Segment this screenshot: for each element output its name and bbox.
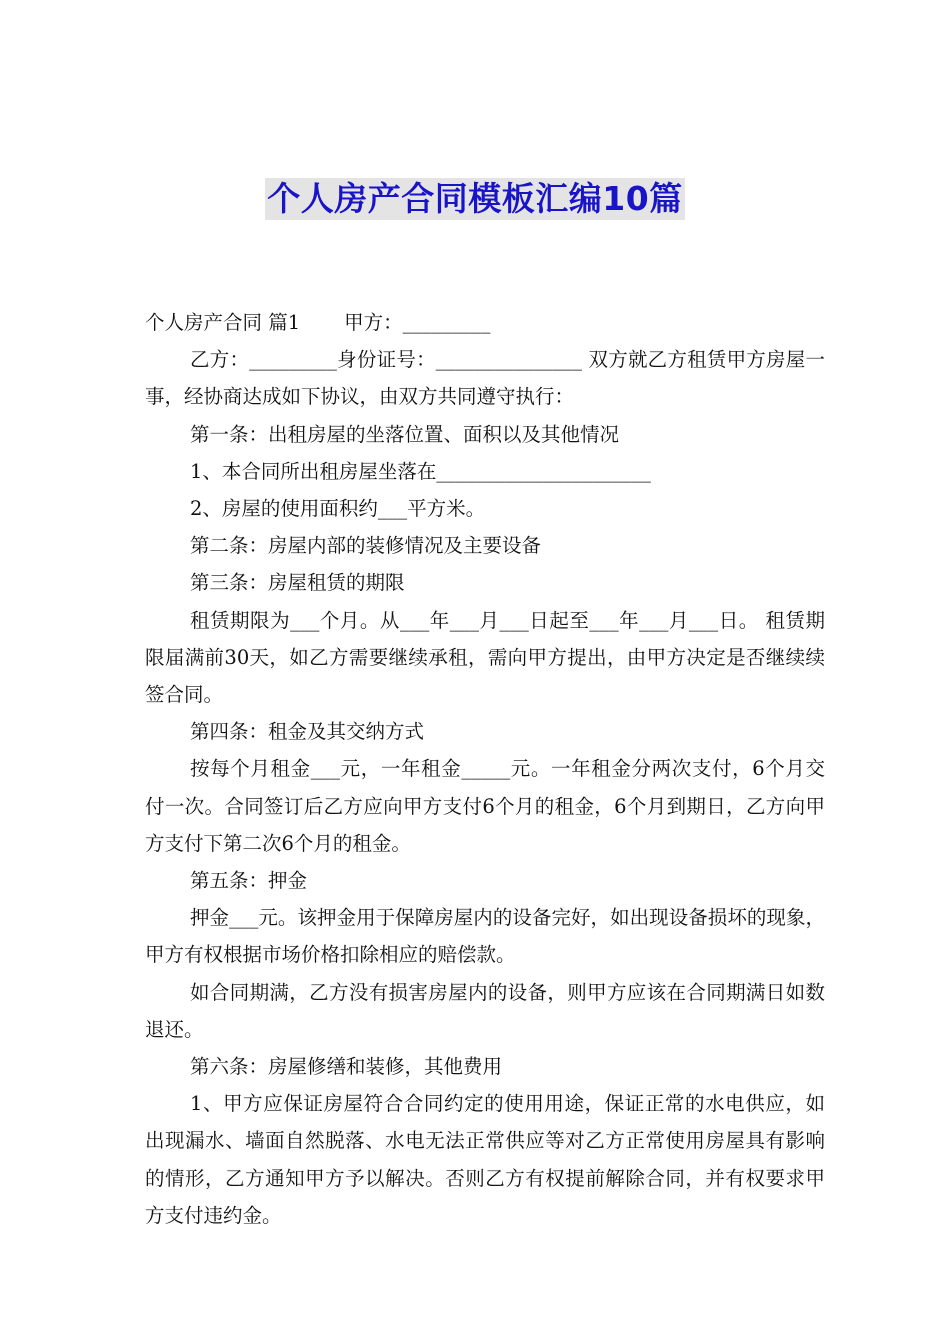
article-5-text-2: 如合同期满，乙方没有损害房屋内的设备，则甲方应该在合同期满日如数退还。: [145, 980, 825, 1041]
article-3-heading: 第三条：房屋租赁的期限: [190, 571, 405, 595]
party-a-line: 甲方：_________: [344, 311, 491, 334]
article-4-text: 按每个月租金___元，一年租金_____元。一年租金分两次支付，6个月交付一次。合同签订后乙方应向甲方支付6个月的租金，6个月到期日，乙方向甲方支付下第二次6个月的租金。: [145, 757, 825, 855]
contract-heading: 个人房产合同 篇1: [145, 311, 301, 334]
article-6-heading: 第六条：房屋修缮和装修，其他费用: [190, 1055, 503, 1079]
paragraph-party-b: 乙方：_________身份证号：_______________ 双方就乙方租赁甲方房屋一事，经协商达成如下协议，由双方共同遵守执行：: [145, 348, 825, 409]
article-6-item-1: 1、甲方应保证房屋符合合同约定的使用用途，保证正常的水电供应，如出现漏水、墙面自然脱落、水电无法正常供应等对乙方正常使用房屋具有影响的情形，乙方通知甲方予以解决。否则乙方有权提前解除合同，并有权要求甲方支付违约金。: [145, 1092, 825, 1227]
article-1-heading: 第一条：出租房屋的坐落位置、面积以及其他情况: [190, 422, 620, 446]
document-title: 个人房产合同模板汇编10篇: [267, 179, 683, 218]
article-1-item-1: 1、本合同所出租房屋坐落在______________________: [190, 459, 651, 483]
document-body: [145, 304, 825, 1234]
article-5-text-1: 押金___元。该押金用于保障房屋内的设备完好，如出现设备损坏的现象，甲方有权根据市场价格扣除相应的赔偿款。: [145, 906, 825, 967]
title-container: [0, 178, 950, 220]
article-1-item-2: 2、房屋的使用面积约___平方米。: [190, 497, 486, 521]
article-5-heading: 第五条：押金: [190, 869, 308, 893]
article-4-heading: 第四条：租金及其交纳方式: [190, 720, 425, 744]
paragraph-heading-line: [145, 304, 825, 341]
article-2-heading: 第二条：房屋内部的装修情况及主要设备: [190, 534, 542, 558]
article-3-text: 租赁期限为___个月。从___年___月___日起至___年___月___日。 租赁期限届满前30天，如乙方需要继续承租，需向甲方提出，由甲方决定是否继续续签合同。: [145, 608, 825, 707]
